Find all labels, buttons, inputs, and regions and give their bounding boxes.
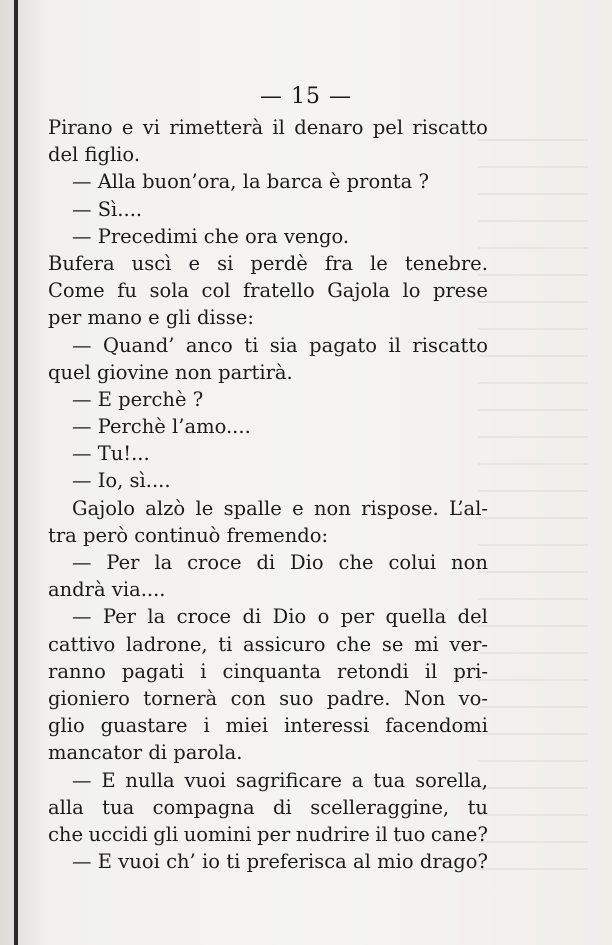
page-spine-edge <box>14 0 18 945</box>
text-line <box>48 685 488 712</box>
word: retondi <box>337 659 409 683</box>
text-line: — Perchè l’amo.... <box>72 415 251 439</box>
word: e <box>292 496 304 520</box>
word: Bufera <box>48 251 115 275</box>
word: drago? <box>419 850 488 874</box>
word: alzò <box>145 496 186 520</box>
word: — <box>72 551 92 574</box>
text-line <box>48 114 488 141</box>
word: io <box>202 850 220 874</box>
text-line <box>48 712 488 739</box>
word: pagati <box>121 659 185 683</box>
word: sagrificare <box>235 768 342 792</box>
word: tuo <box>393 822 426 846</box>
word: col <box>201 279 231 303</box>
word: cinquanta <box>222 659 321 683</box>
word: non <box>451 551 488 574</box>
word: guastare <box>100 714 188 738</box>
word: pel <box>372 116 404 139</box>
word: ladrone, <box>125 632 208 656</box>
word: colui <box>388 551 437 574</box>
word: interessi <box>283 714 370 738</box>
text-line <box>48 658 488 685</box>
word: croce <box>187 551 242 574</box>
page-number: — 15 — <box>260 84 352 109</box>
word: di <box>273 795 292 819</box>
text-line: — Sì.... <box>72 197 143 221</box>
word: rimetterà <box>169 116 264 139</box>
word: Come <box>48 279 105 303</box>
word: — <box>72 333 92 357</box>
word: cattivo <box>48 632 116 656</box>
word: con <box>230 686 266 710</box>
text-line: — Precedimi che ora vengo. <box>72 224 350 248</box>
word: mio <box>377 850 414 874</box>
word: il <box>375 822 388 846</box>
text-line <box>48 495 488 522</box>
word: uccidi <box>88 822 148 846</box>
word: Non <box>403 686 446 710</box>
text-line: — Alla buon’ora, la barca è pronta ? <box>72 170 429 194</box>
word: per <box>340 605 375 629</box>
word: miei <box>225 714 269 738</box>
word: — <box>72 850 92 874</box>
page-number-header <box>0 84 612 109</box>
word: fratello <box>242 279 315 303</box>
word: non <box>313 496 351 520</box>
word: Per <box>102 605 136 629</box>
word: pagato <box>309 333 377 357</box>
text-line <box>48 631 488 658</box>
word: Gajola <box>327 279 391 303</box>
word: tua <box>102 795 135 819</box>
word: vuoi <box>184 768 227 792</box>
text-line <box>48 277 488 304</box>
text-line: per mano e gli disse: <box>48 306 254 330</box>
word: sia <box>269 333 298 357</box>
word: perdè <box>250 251 308 275</box>
word: sola <box>149 279 190 303</box>
text-line: — Io, sì.... <box>72 469 171 493</box>
word: cane? <box>430 822 488 846</box>
word: vo- <box>458 686 488 710</box>
word: di <box>242 605 262 629</box>
word: che <box>48 822 84 846</box>
text-line <box>48 794 488 821</box>
word: suo <box>279 686 314 710</box>
word: gli <box>153 822 179 846</box>
word: ranno <box>48 659 106 683</box>
word: vuoi <box>118 850 160 874</box>
word: e <box>188 251 200 275</box>
text-line <box>48 821 488 848</box>
word: ti <box>226 850 241 874</box>
word: la <box>147 605 166 629</box>
word: e <box>121 116 134 139</box>
word: scelleraggine, <box>310 795 450 819</box>
word: al <box>353 850 371 874</box>
word: nudrire <box>295 822 370 846</box>
page-body <box>48 114 488 875</box>
word: compagna <box>152 795 255 819</box>
word: che <box>338 551 374 574</box>
word: preferisca <box>246 850 347 874</box>
word: tu <box>467 795 488 819</box>
word: gioniero <box>48 686 130 710</box>
word: pri- <box>453 659 488 683</box>
text-line <box>48 603 488 630</box>
word: facendomi <box>385 714 488 738</box>
word: che <box>336 632 372 656</box>
word: E <box>101 768 116 792</box>
word: ch’ <box>166 850 196 874</box>
word: la <box>154 551 173 574</box>
word: riscatto <box>412 116 488 139</box>
text-line: del figlio. <box>48 143 141 167</box>
word: rispose. <box>361 496 439 520</box>
text-line: andrà via.... <box>48 578 166 602</box>
word: anco <box>185 333 233 357</box>
bleed-through-text <box>478 130 588 870</box>
word: Dio <box>272 605 307 629</box>
word: Dio <box>290 551 324 574</box>
word: il <box>424 659 438 683</box>
text-line <box>48 549 488 576</box>
text-line <box>48 332 488 359</box>
text-line <box>48 250 488 277</box>
word: alla <box>48 795 84 819</box>
word: il <box>388 333 401 357</box>
text-line: — Tu!... <box>72 442 150 466</box>
word: — <box>72 605 92 629</box>
word: le <box>195 496 214 520</box>
word: sorella, <box>415 768 488 792</box>
word: Per <box>106 551 140 574</box>
word: tenebre. <box>404 251 488 275</box>
text-line: tra però continuò fremendo: <box>48 523 329 547</box>
word: tornerà <box>143 686 218 710</box>
word: a <box>351 768 364 792</box>
word: croce <box>176 605 232 629</box>
text-line: mancator di parola. <box>48 741 243 765</box>
word: i <box>203 714 210 738</box>
word: quella <box>385 605 447 629</box>
word: lo <box>402 279 421 303</box>
text-line: — E perchè ? <box>72 387 204 411</box>
word: Gajolo <box>72 496 135 520</box>
word: di <box>256 551 276 574</box>
word: Quand’ <box>102 333 175 357</box>
word: glio <box>48 714 85 738</box>
word: denaro <box>294 116 364 139</box>
text-line: quel giovine non partirà. <box>48 360 293 384</box>
word: Pirano <box>48 116 113 139</box>
word: riscatto <box>412 333 488 357</box>
word: nulla <box>125 768 175 792</box>
word: uomini <box>183 822 252 846</box>
word: assicuro <box>243 632 326 656</box>
text-line <box>48 767 488 794</box>
word: vi <box>142 116 161 139</box>
word: si <box>217 251 234 275</box>
word: prese <box>433 279 488 303</box>
word: uscì <box>131 251 172 275</box>
word: il <box>272 116 285 139</box>
word: o <box>317 605 330 629</box>
word: ver- <box>449 632 488 656</box>
word: spalle <box>223 496 282 520</box>
text-line <box>48 848 488 875</box>
word: le <box>370 251 388 275</box>
word: fra <box>324 251 353 275</box>
word: E <box>97 850 112 874</box>
word: mi <box>414 632 439 656</box>
word: ti <box>218 632 233 656</box>
word: i <box>200 659 207 683</box>
word: del <box>457 605 488 629</box>
word: per <box>257 822 291 846</box>
word: tua <box>373 768 406 792</box>
word: ti <box>244 333 259 357</box>
word: — <box>72 768 92 792</box>
word: se <box>381 632 404 656</box>
word: fu <box>117 279 137 303</box>
word: L’al- <box>449 496 488 520</box>
word: padre. <box>326 686 391 710</box>
